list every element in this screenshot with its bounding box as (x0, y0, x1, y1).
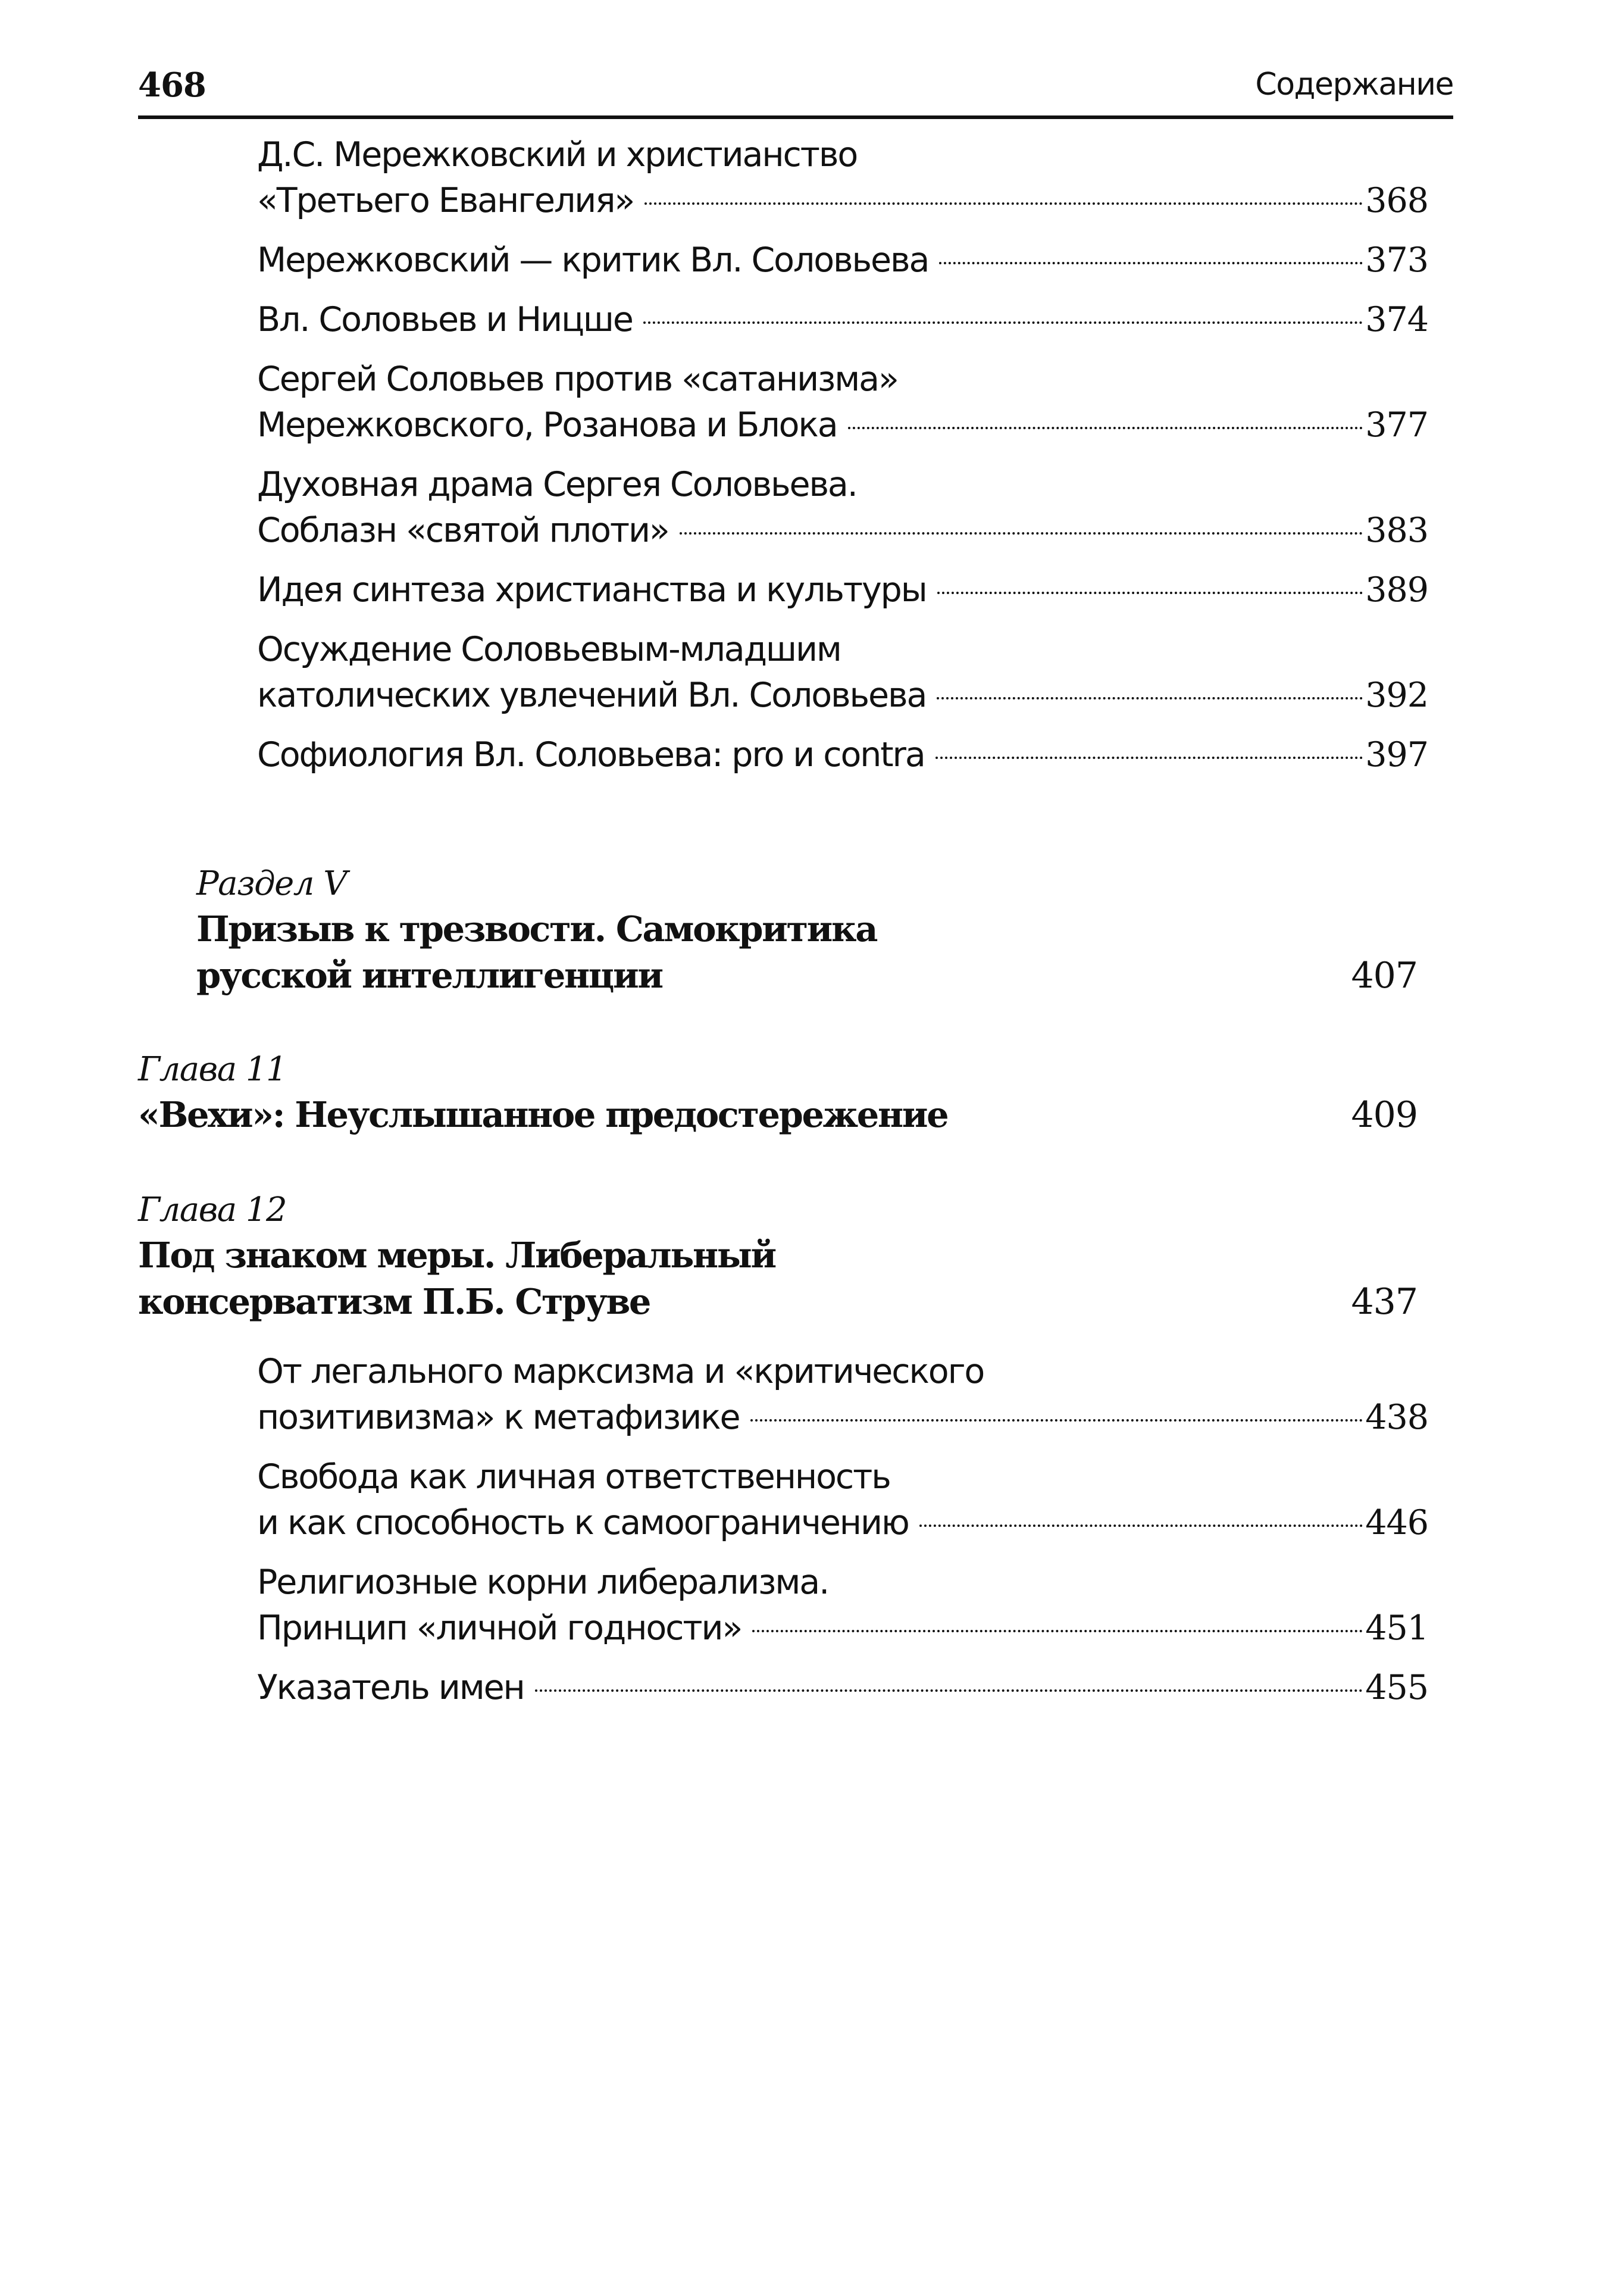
toc-page-number: 377 (1365, 405, 1428, 445)
dot-leader (848, 427, 1363, 429)
toc-entry[interactable] (257, 567, 1428, 613)
dot-leader (752, 1630, 1363, 1632)
toc-list-chapter-12 (257, 1349, 1428, 1725)
toc-entry[interactable] (257, 462, 1428, 554)
running-title: Содержание (1255, 67, 1453, 102)
toc-entry-last-line (257, 402, 1428, 448)
dot-leader (919, 1525, 1363, 1527)
chapter-heading[interactable] (138, 1188, 1418, 1325)
toc-entry[interactable] (257, 1560, 1428, 1651)
toc-entry-last-line (257, 238, 1428, 283)
toc-entry-last-line (257, 1500, 1428, 1546)
dot-leader (680, 532, 1363, 535)
toc-entry-text: Вл. Соловьев и Ницше (257, 300, 633, 339)
toc-page-number: 368 (1365, 181, 1428, 220)
dot-leader (535, 1689, 1363, 1692)
toc-entry[interactable] (257, 297, 1428, 343)
dot-leader (750, 1419, 1363, 1422)
dot-leader (644, 202, 1363, 205)
toc-entry-text: Соблазн «святой плоти» (257, 511, 669, 550)
section-label: Раздел V (196, 864, 347, 903)
section-heading[interactable] (196, 862, 1418, 999)
toc-page-number: 374 (1365, 300, 1428, 339)
toc-entry-text: «Третьего Евангелия» (257, 181, 634, 220)
toc-entry-text: Религиозные корни либерализма. (257, 1563, 829, 1602)
toc-entry-last-line (257, 1395, 1428, 1441)
toc-page-number: 438 (1365, 1398, 1428, 1437)
header-rule (138, 115, 1453, 119)
page-header (138, 57, 1453, 117)
toc-entry-text: Мережковского, Розанова и Блока (257, 405, 837, 445)
section-page-number: 407 (1351, 955, 1418, 997)
toc-entry-last-line (257, 297, 1428, 343)
toc-page-number: 446 (1365, 1503, 1428, 1542)
toc-entry-last-line (257, 508, 1428, 554)
toc-entry-last-line (257, 1665, 1428, 1711)
toc-entry-text: Софиология Вл. Соловьева: pro и contra (257, 735, 925, 774)
toc-entry-last-line (257, 673, 1428, 719)
toc-entry-text: католических увлечений Вл. Соловьева (257, 676, 927, 715)
toc-entry-text: Идея синтеза христианства и культуры (257, 570, 927, 610)
toc-entry-text: Духовная драма Сергея Соловьева. (257, 465, 857, 504)
chapter-title-line: Под знаком меры. Либеральный (138, 1235, 775, 1276)
toc-entry[interactable] (257, 627, 1428, 719)
toc-entry[interactable] (257, 1454, 1428, 1546)
toc-entry-text: Мережковский — критик Вл. Соловьева (257, 240, 929, 280)
section-title-line: русской интеллигенции (196, 955, 662, 996)
toc-entry[interactable] (257, 1665, 1428, 1711)
toc-entry[interactable] (257, 357, 1428, 448)
toc-entry-text: Д.С. Мережковский и христианство (257, 135, 858, 174)
toc-page-number: 389 (1365, 570, 1428, 610)
dot-leader (935, 757, 1363, 759)
toc-entry[interactable] (257, 1349, 1428, 1441)
toc-entry-text: Принцип «личной годности» (257, 1608, 742, 1648)
toc-page-number: 455 (1365, 1668, 1428, 1707)
chapter-heading[interactable] (138, 1048, 1418, 1138)
toc-entry-last-line (257, 732, 1428, 778)
dot-leader (939, 262, 1363, 264)
toc-entry-text: Сергей Соловьев против «сатанизма» (257, 360, 898, 399)
chapter-page-number: 409 (1351, 1094, 1418, 1136)
dot-leader (937, 697, 1363, 699)
toc-entry[interactable] (257, 732, 1428, 778)
toc-entry-text: и как способность к самоограничению (257, 1503, 909, 1542)
toc-entry-last-line (257, 178, 1428, 224)
page-number: 468 (138, 65, 206, 105)
chapter-label: Глава 12 (138, 1191, 287, 1229)
toc-page-number: 451 (1365, 1608, 1428, 1648)
toc-entry-text: Осуждение Соловьевым-младшим (257, 630, 841, 669)
toc-entry-text: Свобода как личная ответственность (257, 1457, 890, 1497)
toc-entry[interactable] (257, 238, 1428, 283)
chapter-label: Глава 11 (138, 1050, 287, 1089)
toc-entry-text: Указатель имен (257, 1668, 524, 1707)
toc-entry-text: позитивизма» к метафизике (257, 1398, 740, 1437)
chapter-title-line: «Вехи»: Неуслышанное предостережение (138, 1094, 948, 1135)
dot-leader (643, 321, 1363, 324)
toc-page-number: 383 (1365, 511, 1428, 550)
toc-list-chapter-10 (257, 132, 1428, 792)
toc-page-number: 373 (1365, 240, 1428, 280)
toc-entry[interactable] (257, 132, 1428, 224)
section-title-line: Призыв к трезвости. Самокритика (196, 908, 877, 949)
toc-entry-last-line (257, 567, 1428, 613)
chapter-page-number: 437 (1351, 1281, 1418, 1323)
toc-entry-text: От легального марксизма и «критического (257, 1352, 984, 1391)
toc-page-number: 392 (1365, 676, 1428, 715)
toc-entry-last-line (257, 1605, 1428, 1651)
chapter-title-line: консерватизм П.Б. Струве (138, 1281, 650, 1322)
dot-leader (937, 592, 1363, 594)
toc-page-number: 397 (1365, 735, 1428, 774)
